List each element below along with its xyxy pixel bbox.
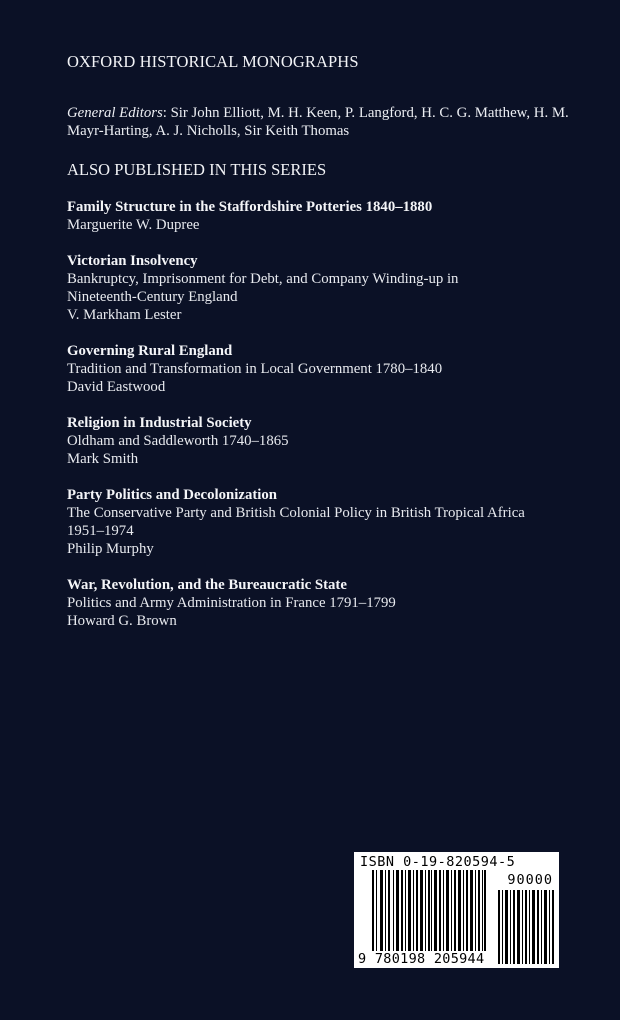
book-subtitle: 1951–1974 [67, 523, 134, 539]
book-subtitle: The Conservative Party and British Colonial Policy in British Tropical Africa [67, 505, 525, 521]
price-addon-digits: 90000 [507, 872, 553, 888]
isbn-text: ISBN 0-19-820594-5 [360, 854, 516, 870]
book-author: David Eastwood [67, 379, 166, 395]
general-editors [67, 104, 587, 140]
book-subtitle: Tradition and Transformation in Local Government 1780–1840 [67, 361, 443, 377]
book-title: Party Politics and Decolonization [67, 487, 278, 503]
ean-digits: 9 780198 205944 [358, 951, 485, 967]
editors-names: : Sir John Elliott, M. H. Keen, P. Langford, H. C. G. Matthew, H. M. Mayr-Harting, A. J. Nicholls, Sir Keith Thomas [67, 105, 569, 139]
book-entry [67, 198, 607, 234]
barcode-bars-icon [372, 870, 486, 960]
book-entry [67, 252, 607, 324]
book-entry [67, 342, 607, 396]
book-title: Governing Rural England [67, 343, 233, 359]
book-title: Family Structure in the Staffordshire Potteries 1840–1880 [67, 199, 433, 215]
book-subtitle: Nineteenth-Century England [67, 289, 238, 305]
book-subtitle: Bankruptcy, Imprisonment for Debt, and Company Winding-up in [67, 271, 459, 287]
book-subtitle: Politics and Army Administration in France 1791–1799 [67, 595, 396, 611]
editors-label: General Editors [67, 105, 163, 121]
book-author: Howard G. Brown [67, 613, 177, 629]
book-title: Victorian Insolvency [67, 253, 198, 269]
also-published-heading: ALSO PUBLISHED IN THIS SERIES [67, 160, 327, 179]
book-author: Philip Murphy [67, 541, 154, 557]
book-subtitle: Oldham and Saddleworth 1740–1865 [67, 433, 289, 449]
book-title: Religion in Industrial Society [67, 415, 252, 431]
series-title: OXFORD HISTORICAL MONOGRAPHS [67, 52, 359, 71]
book-entry [67, 414, 607, 468]
book-entry [67, 576, 607, 630]
book-list [67, 198, 607, 648]
book-entry [67, 486, 607, 558]
isbn-barcode [354, 852, 559, 968]
book-author: Marguerite W. Dupree [67, 217, 200, 233]
addon-bars-icon [498, 890, 554, 964]
book-author: V. Markham Lester [67, 307, 182, 323]
book-author: Mark Smith [67, 451, 139, 467]
book-title: War, Revolution, and the Bureaucratic State [67, 577, 347, 593]
